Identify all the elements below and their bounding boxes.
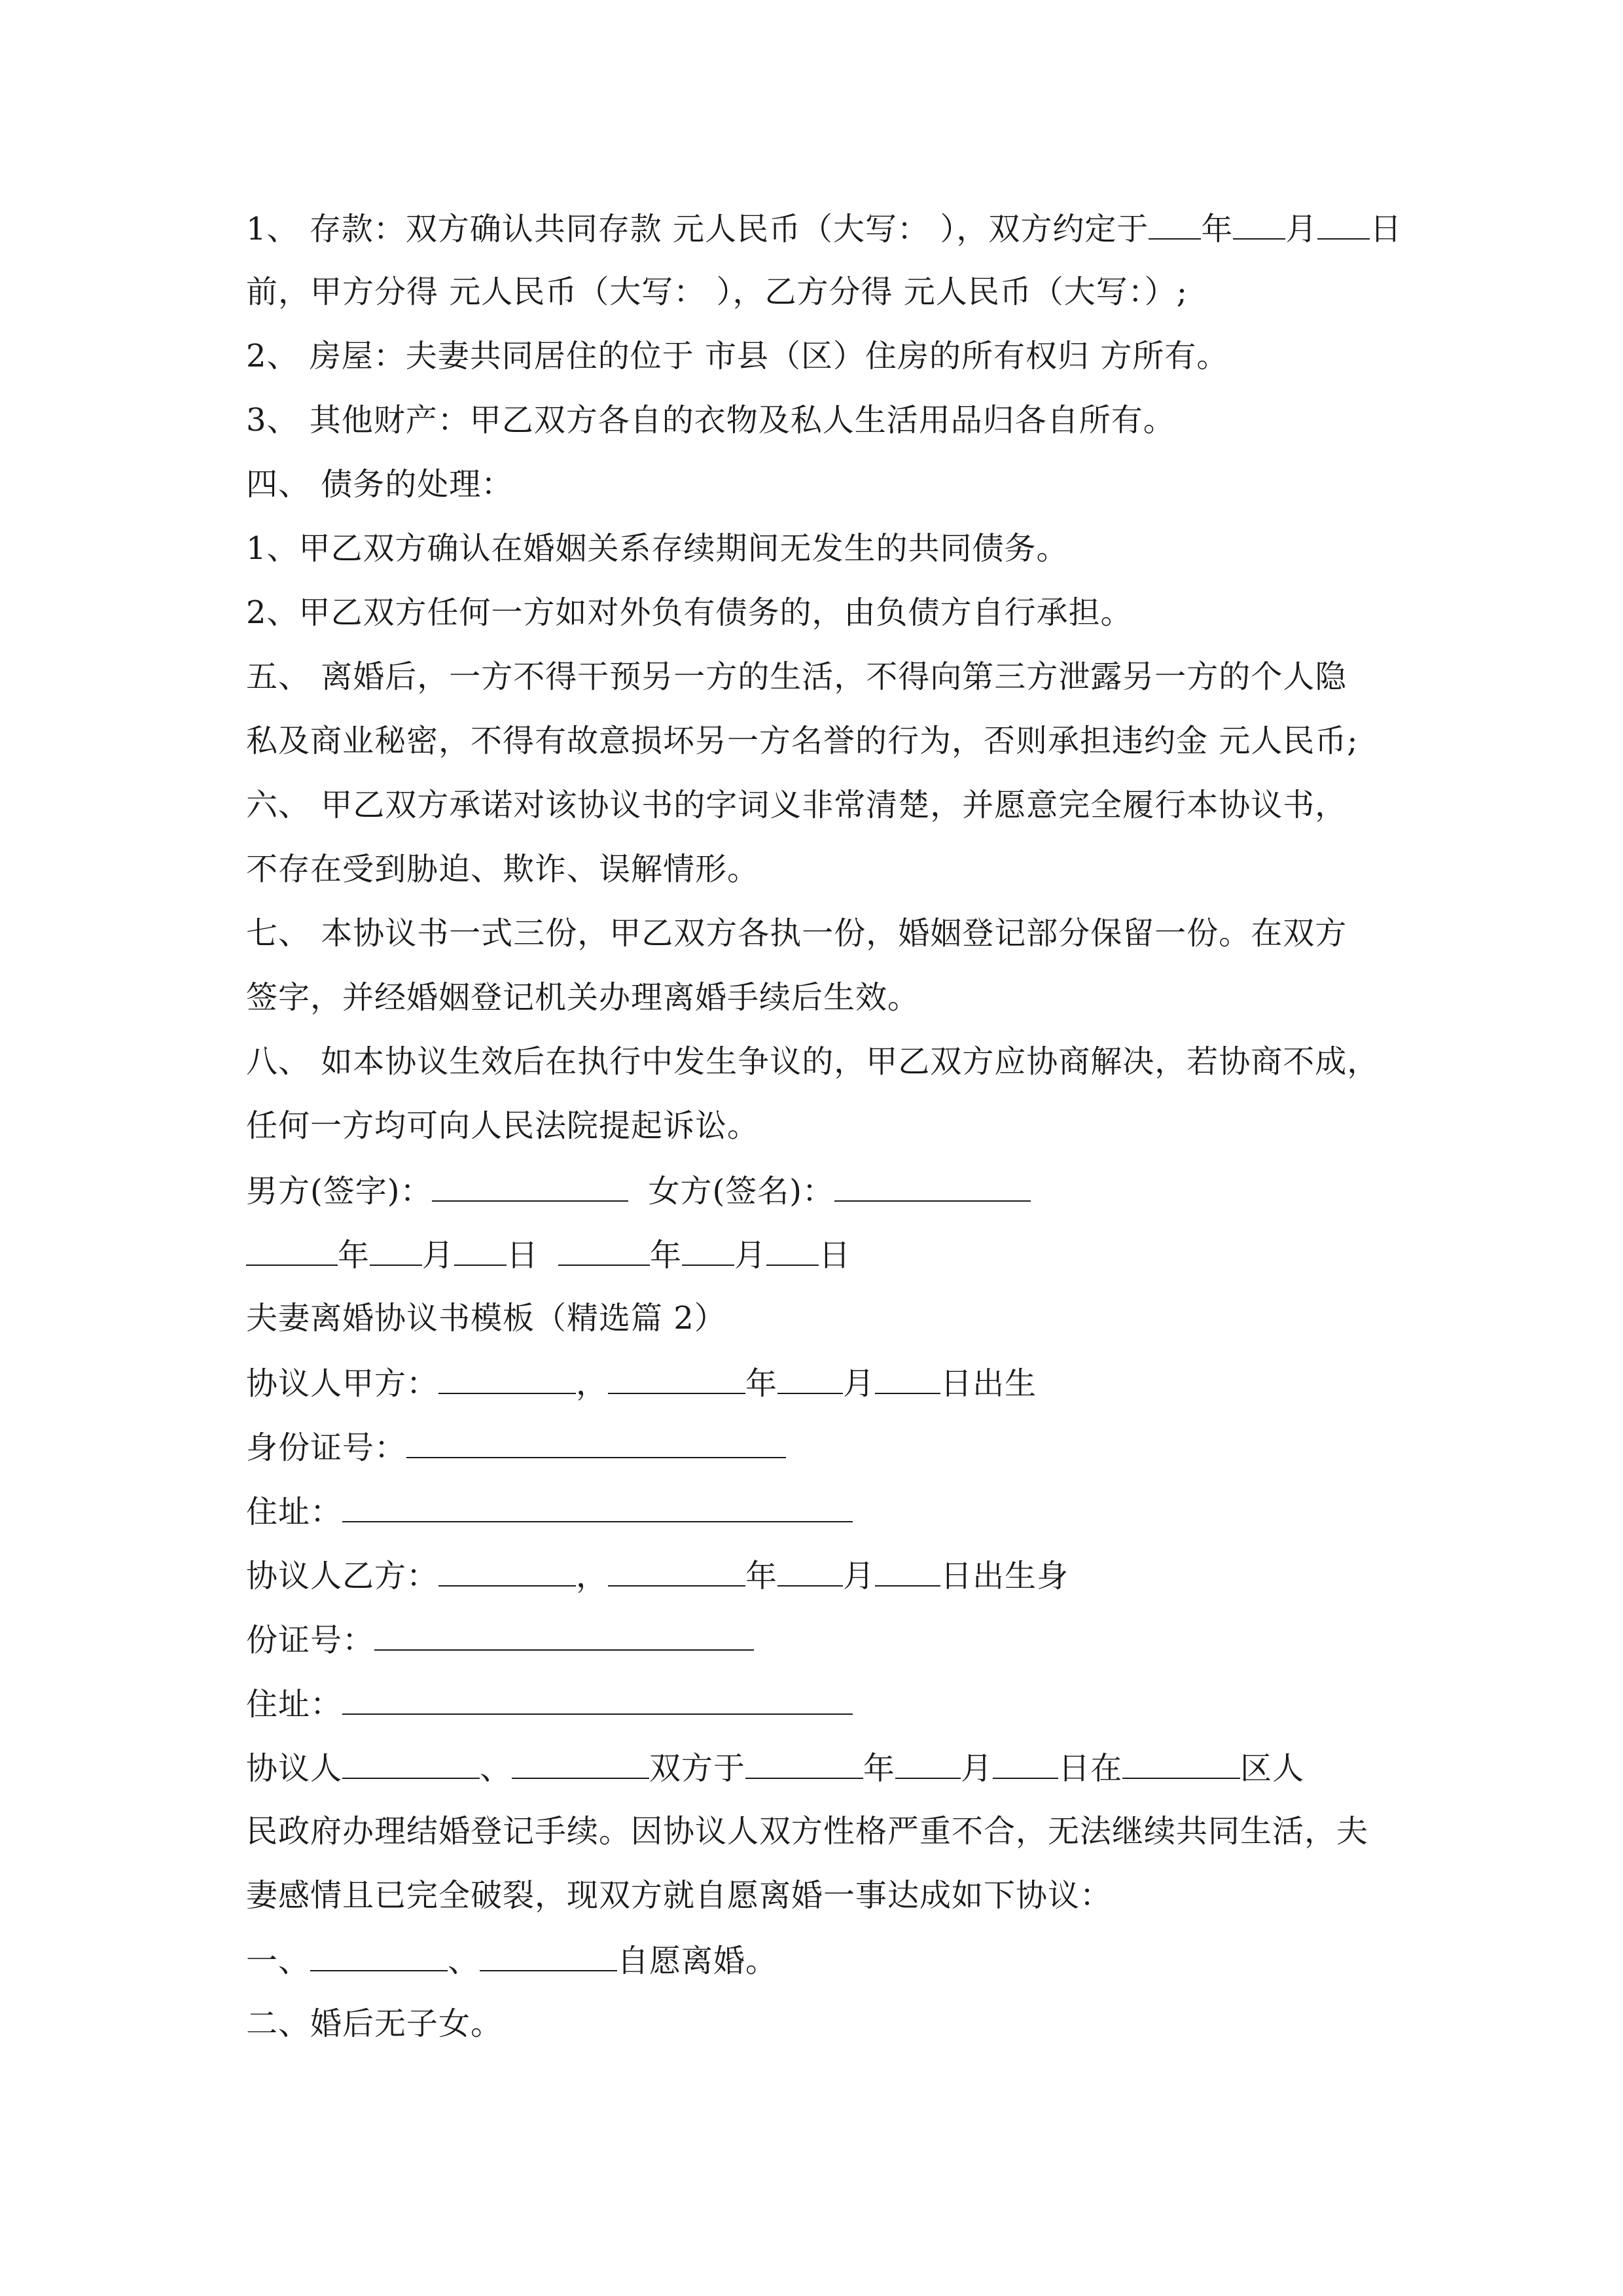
male-signature-label: 男方(签字)： bbox=[246, 1173, 433, 1210]
text-line: 五、 离婚后，一方不得干预另一方的生活，不得向第三方泄露另一方的个人隐 bbox=[246, 658, 1347, 695]
text-month: 月 bbox=[843, 1365, 876, 1402]
text-day: 日 bbox=[819, 1237, 851, 1274]
blank-field[interactable] bbox=[370, 1234, 422, 1266]
id-label: 份证号： bbox=[246, 1622, 375, 1659]
blank-field[interactable] bbox=[512, 1748, 649, 1779]
text-both: 双方于 bbox=[649, 1750, 746, 1787]
blank-field[interactable] bbox=[777, 1363, 843, 1394]
text-day: 日 bbox=[507, 1237, 539, 1274]
text-line: 民政府办理结婚登记手续。因协议人双方性格严重不合，无法继续共同生活，夫 bbox=[246, 1813, 1369, 1850]
address-label: 住址： bbox=[246, 1686, 343, 1723]
text-line bbox=[246, 208, 1402, 249]
item-1-line bbox=[246, 1940, 777, 1981]
blank-field[interactable] bbox=[310, 1940, 448, 1971]
text-line: 签字，并经婚姻登记机关办理离婚手续后生效。 bbox=[246, 979, 920, 1016]
text-line: 私及商业秘密，不得有故意损坏另一方名誉的行为，否则承担违约金 元人民币; bbox=[246, 723, 1359, 759]
text-line: 3、 其他财产：甲乙双方各自的衣物及私人生活用品归各自所有。 bbox=[246, 402, 1175, 439]
blank-field[interactable] bbox=[682, 1234, 734, 1266]
id-number-field[interactable] bbox=[374, 1619, 754, 1651]
signature-line bbox=[246, 1170, 1031, 1211]
blank-field[interactable] bbox=[777, 1555, 843, 1587]
text-district: 区人 bbox=[1240, 1750, 1305, 1787]
text-born: 日出生身 bbox=[940, 1558, 1069, 1594]
text-dun: 、 bbox=[480, 1750, 512, 1787]
blank-field[interactable] bbox=[608, 1555, 745, 1587]
blank-field[interactable] bbox=[342, 1748, 480, 1779]
text-year: 年 bbox=[650, 1237, 683, 1274]
text-month: 月 bbox=[1285, 211, 1318, 247]
party-a-line bbox=[246, 1363, 1037, 1403]
text-line: 2、 房屋：夫妻共同居住的位于 市县（区）住房的所有权归 方所有。 bbox=[246, 338, 1229, 374]
text-line: 妻感情且已完全破裂，现双方就自愿离婚一事达成如下协议： bbox=[246, 1877, 1113, 1914]
section-title: 夫妻离婚协议书模板（精选篇 2） bbox=[246, 1300, 726, 1336]
text-year: 年 bbox=[338, 1237, 370, 1274]
text-year: 年 bbox=[1201, 211, 1234, 247]
party-b-label: 协议人乙方： bbox=[246, 1558, 439, 1594]
address-label: 住址： bbox=[246, 1494, 343, 1530]
text-line: 2、甲乙双方任何一方如对外负有债务的，由负债方自行承担。 bbox=[246, 594, 1133, 631]
blank-field[interactable] bbox=[875, 1555, 940, 1587]
address-field[interactable] bbox=[342, 1683, 853, 1715]
party-a-name-field[interactable] bbox=[438, 1363, 576, 1394]
male-signature-field[interactable] bbox=[432, 1170, 628, 1202]
blank-field bbox=[1317, 208, 1370, 240]
blank-field[interactable] bbox=[895, 1748, 961, 1779]
blank-field bbox=[1149, 208, 1201, 240]
item-number: 一、 bbox=[246, 1943, 311, 1979]
date-line bbox=[246, 1234, 851, 1275]
text-line: 八、 如本协议生效后在执行中发生争议的，甲乙双方应协商解决，若协商不成， bbox=[246, 1043, 1380, 1080]
text-line: 不存在受到胁迫、欺诈、误解情形。 bbox=[246, 851, 760, 888]
blank-field[interactable] bbox=[558, 1234, 650, 1266]
id-b-line bbox=[246, 1619, 754, 1660]
text-prefix: 协议人 bbox=[246, 1750, 343, 1787]
text-year: 年 bbox=[863, 1750, 896, 1787]
party-b-line bbox=[246, 1555, 1069, 1596]
text-line: 六、 甲乙双方承诺对该协议书的字词义非常清楚，并愿意完全履行本协议书， bbox=[246, 787, 1347, 823]
party-a-label: 协议人甲方： bbox=[246, 1365, 439, 1402]
address-a-line bbox=[246, 1491, 853, 1532]
text-line: 二、婚后无子女。 bbox=[246, 2005, 503, 2042]
id-number-field[interactable] bbox=[406, 1427, 786, 1458]
blank-field[interactable] bbox=[608, 1363, 745, 1394]
text-month: 月 bbox=[734, 1237, 767, 1274]
text-year: 年 bbox=[745, 1558, 778, 1594]
text-line: 前，甲方分得 元人民币（大写： ），乙方分得 元人民币（大写：）; bbox=[246, 274, 1188, 310]
blank-field[interactable] bbox=[480, 1940, 617, 1971]
text-deposit: 1、 存款：双方确认共同存款 元人民币（大写： ），双方约定于 bbox=[246, 211, 1149, 247]
address-b-line bbox=[246, 1683, 853, 1724]
party-b-name-field[interactable] bbox=[438, 1555, 576, 1587]
blank-field[interactable] bbox=[993, 1748, 1058, 1779]
blank-field[interactable] bbox=[766, 1234, 819, 1266]
blank-field[interactable] bbox=[875, 1363, 940, 1394]
id-a-line bbox=[246, 1427, 786, 1467]
id-label: 身份证号： bbox=[246, 1429, 407, 1466]
text-dun: 、 bbox=[448, 1943, 480, 1979]
text-at: 日在 bbox=[1058, 1750, 1123, 1787]
comma: ， bbox=[576, 1365, 609, 1402]
text-born: 日出生 bbox=[940, 1365, 1037, 1402]
text-month: 月 bbox=[422, 1237, 455, 1274]
text-month: 月 bbox=[843, 1558, 876, 1594]
text-year: 年 bbox=[745, 1365, 778, 1402]
text-line: 1、甲乙双方确认在婚姻关系存续期间无发生的共同债务。 bbox=[246, 530, 1069, 567]
blank-field[interactable] bbox=[246, 1234, 338, 1266]
address-field[interactable] bbox=[342, 1491, 853, 1522]
text-line: 任何一方均可向人民法院提起诉讼。 bbox=[246, 1107, 760, 1144]
comma: ， bbox=[576, 1558, 609, 1594]
female-signature-field[interactable] bbox=[834, 1170, 1031, 1202]
text-day: 日 bbox=[1370, 211, 1402, 247]
blank-field[interactable] bbox=[454, 1234, 507, 1266]
text-suffix: 自愿离婚。 bbox=[617, 1943, 778, 1979]
text-month: 月 bbox=[961, 1750, 993, 1787]
blank-field[interactable] bbox=[745, 1748, 863, 1779]
section-heading: 四、 债务的处理： bbox=[246, 466, 514, 503]
text-line: 七、 本协议书一式三份，甲乙双方各执一份，婚姻登记部分保留一份。在双方 bbox=[246, 915, 1347, 952]
blank-field[interactable] bbox=[1122, 1748, 1240, 1779]
blank-field bbox=[1233, 208, 1285, 240]
female-signature-label: 女方(签名)： bbox=[648, 1173, 834, 1210]
agreement-line bbox=[246, 1748, 1304, 1788]
